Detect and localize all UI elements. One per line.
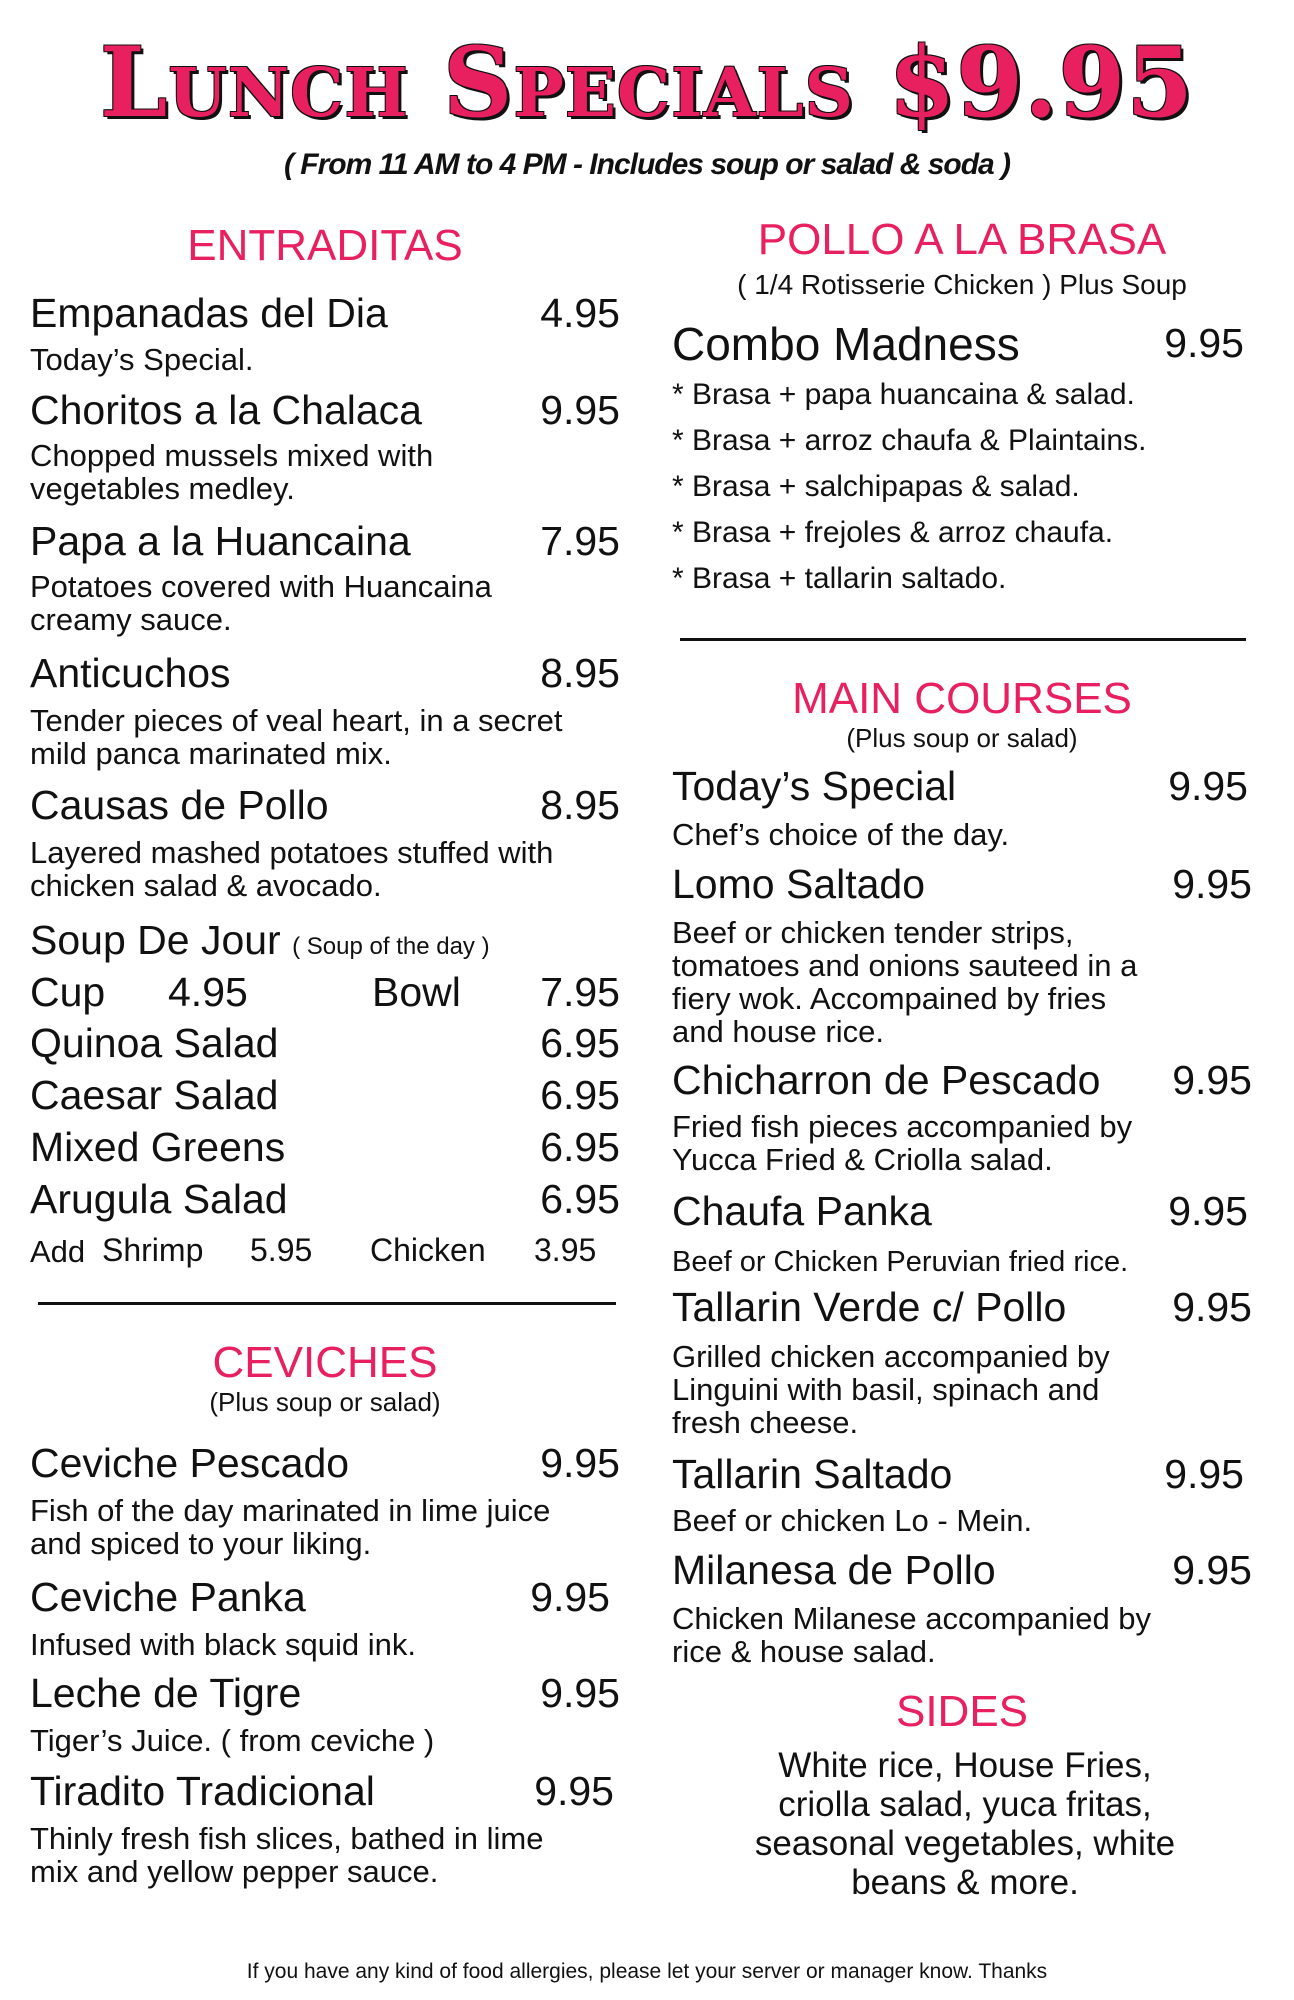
salad-price: 6.95 <box>540 1072 620 1118</box>
menu-item-name: Tiradito Tradicional <box>30 1768 375 1814</box>
sides-text: White rice, House Fries, criolla salad, yuca fritas, seasonal vegetables, white beans & more. <box>754 1746 1176 1902</box>
salad-name: Quinoa Salad <box>30 1020 279 1066</box>
combo-option: * Brasa + salchipapas & salad. <box>672 470 1080 503</box>
salad-name: Mixed Greens <box>30 1124 286 1170</box>
menu-item-desc: Chopped mussels mixed with vegetables medley. <box>30 438 434 506</box>
soup-name <box>30 917 490 970</box>
menu-item-desc: Chicken Milanese accompanied by rice & house salad. <box>672 1601 1152 1669</box>
menu-item-name: Papa a la Huancaina <box>30 518 411 564</box>
menu-item-price: 4.95 <box>540 290 620 336</box>
menu-item-name: Chaufa Panka <box>672 1188 932 1234</box>
menu-item-price: 9.95 <box>1172 1057 1252 1103</box>
section-heading-ceviches: CEVICHES <box>212 1338 438 1387</box>
combo-option: * Brasa + arroz chaufa & Plaintains. <box>672 424 1147 457</box>
section-heading-entraditas: ENTRADITAS <box>187 221 463 270</box>
section-subheading: (Plus soup or salad) <box>209 1387 441 1417</box>
menu-item-desc: Grilled chicken accompanied by Linguini with basil, spinach and fresh cheese. <box>672 1339 1110 1440</box>
menu-item-desc: Infused with black squid ink. <box>30 1627 416 1662</box>
menu-item-price: 9.95 <box>1172 1284 1252 1330</box>
menu-item-price: 7.95 <box>540 518 620 564</box>
section-heading-main: MAIN COURSES <box>792 674 1132 723</box>
menu-item-name: Causas de Pollo <box>30 782 329 828</box>
menu-item-desc: Potatoes covered with Huancaina creamy sauce. <box>30 569 492 637</box>
soup-label: Soup De Jour <box>30 917 281 963</box>
section-subheading: ( 1/4 Rotisserie Chicken ) Plus Soup <box>737 269 1187 300</box>
menu-item-name: Leche de Tigre <box>30 1670 302 1716</box>
menu-item-desc: Layered mashed potatoes stuffed with chicken salad & avocado. <box>30 835 554 903</box>
menu-item-desc: Tiger’s Juice. ( from ceviche ) <box>30 1723 435 1758</box>
menu-item-desc: Tender pieces of veal heart, in a secret mild panca marinated mix. <box>30 703 563 771</box>
salad-name: Caesar Salad <box>30 1072 279 1118</box>
add-shrimp-label: Shrimp <box>102 1232 204 1268</box>
menu-item-name: Choritos a la Chalaca <box>30 387 422 433</box>
menu-item-name: Tallarin Verde c/ Pollo <box>672 1284 1067 1330</box>
soup-bowl-price: 7.95 <box>540 969 620 1015</box>
add-chicken-price: 3.95 <box>534 1232 597 1268</box>
section-heading-sides: SIDES <box>895 1687 1029 1736</box>
allergy-note: If you have any kind of food allergies, please let your server or manager know. Thanks <box>246 1960 1048 1983</box>
add-ons-label: Add <box>30 1234 86 1269</box>
menu-item-name: Anticuchos <box>30 650 231 696</box>
menu-item-desc: Chef’s choice of the day. <box>672 817 1010 852</box>
soup-bowl-label: Bowl <box>372 969 461 1015</box>
menu-item-name: Today’s Special <box>672 763 957 809</box>
menu-item-name: Milanesa de Pollo <box>672 1547 996 1593</box>
divider <box>680 638 1246 641</box>
menu-item-name: Ceviche Panka <box>30 1574 306 1620</box>
menu-item-name: Tallarin Saltado <box>672 1451 953 1497</box>
menu-item-price: 9.95 <box>1172 1547 1252 1593</box>
combo-price: 9.95 <box>1164 320 1244 366</box>
page-title <box>0 28 1294 138</box>
soup-cup-price: 4.95 <box>168 969 248 1015</box>
menu-item-name: Empanadas del Dia <box>30 290 388 336</box>
menu-item-name: Chicharron de Pescado <box>672 1057 1101 1103</box>
title-text: Lunch Specials <box>99 26 855 139</box>
menu-item-desc: Today’s Special. <box>30 342 254 377</box>
title-price: $9.95 <box>888 26 1195 139</box>
section-heading-pollo: POLLO A LA BRASA <box>757 215 1167 264</box>
add-chicken-label: Chicken <box>370 1232 486 1268</box>
menu-item-desc: Thinly fresh fish slices, bathed in lime mix and yellow pepper sauce. <box>30 1821 544 1889</box>
menu-item-price: 9.95 <box>530 1574 610 1620</box>
menu-item-price: 9.95 <box>540 387 620 433</box>
menu-item-desc: Beef or Chicken Peruvian fried rice. <box>672 1246 1129 1278</box>
menu-item-desc: Fish of the day marinated in lime juice and spiced to your liking. <box>30 1493 551 1561</box>
page-subtitle: ( From 11 AM to 4 PM - Includes soup or salad & soda ) <box>283 148 1011 181</box>
combo-option: * Brasa + frejoles & arroz chaufa. <box>672 516 1114 549</box>
combo-option: * Brasa + papa huancaina & salad. <box>672 378 1135 411</box>
soup-cup-label: Cup <box>30 969 106 1015</box>
add-shrimp-price: 5.95 <box>250 1232 313 1268</box>
menu-item-name: Ceviche Pescado <box>30 1440 350 1486</box>
menu-item-price: 8.95 <box>540 782 620 828</box>
salad-price: 6.95 <box>540 1124 620 1170</box>
menu-item-price: 9.95 <box>534 1768 614 1814</box>
menu-item-desc: Beef or chicken tender strips, tomatoes and onions sauteed in a fiery wok. Accompained by fries and house rice. <box>672 915 1138 1049</box>
divider <box>38 1302 616 1305</box>
salad-name: Arugula Salad <box>30 1176 288 1222</box>
salad-price: 6.95 <box>540 1176 620 1222</box>
section-subheading: (Plus soup or salad) <box>846 723 1078 753</box>
combo-option: * Brasa + tallarin saltado. <box>672 562 1007 595</box>
menu-item-price: 9.95 <box>1172 861 1252 907</box>
menu-item-price: 9.95 <box>1164 1451 1244 1497</box>
salad-price: 6.95 <box>540 1020 620 1066</box>
soup-note: ( Soup of the day ) <box>292 933 490 960</box>
menu-item-price: 9.95 <box>1168 763 1248 809</box>
combo-name: Combo Madness <box>672 318 1020 370</box>
menu-item-price: 9.95 <box>540 1440 620 1486</box>
menu-item-desc: Beef or chicken Lo - Mein. <box>672 1503 1033 1538</box>
menu-item-price: 9.95 <box>1168 1188 1248 1234</box>
menu-item-desc: Fried fish pieces accompanied by Yucca Fried & Criolla salad. <box>672 1109 1133 1177</box>
menu-item-name: Lomo Saltado <box>672 861 926 907</box>
menu-item-price: 9.95 <box>540 1670 620 1716</box>
menu-item-price: 8.95 <box>540 650 620 696</box>
